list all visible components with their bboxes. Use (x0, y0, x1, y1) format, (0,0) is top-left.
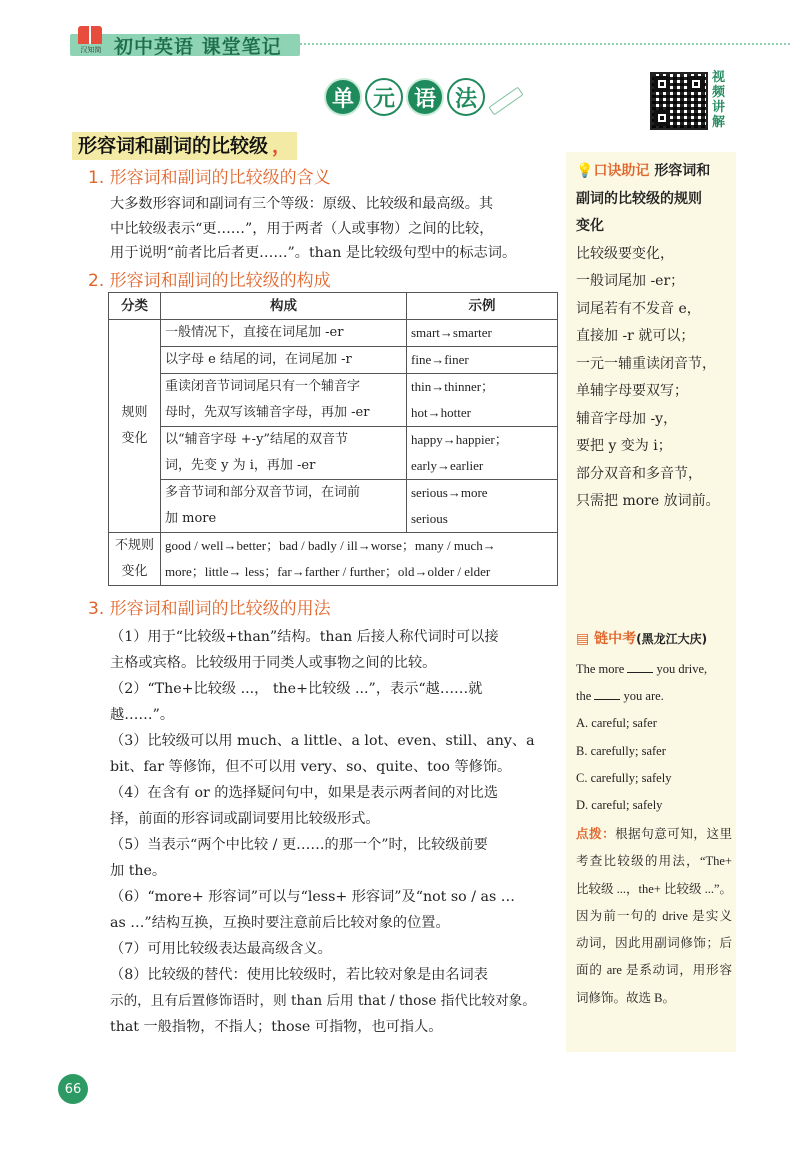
table-cell: serious→more serious (407, 480, 558, 533)
book-logo-icon: 汉知简 (74, 26, 106, 56)
table-cell: 一般情况下，直接在词尾加 -er (161, 320, 407, 347)
exam-link-heading: ▤ 链中考(黑龙江大庆) (576, 631, 708, 647)
irregular-cell: good / well→better；bad / badly / ill→worse；many / much→ more；little→ less；far→farther / further；old→older / elder (161, 533, 558, 586)
unit-grammar-title (324, 78, 485, 122)
video-explain-label: 视频讲解 (712, 70, 726, 130)
qr-code[interactable] (650, 72, 708, 130)
page-number: 66 (58, 1074, 88, 1104)
usage-list (110, 624, 562, 1040)
answer-blank (594, 688, 620, 700)
subheading-formation: 2. 形容词和副词的比较级的构成 (88, 271, 331, 291)
unit-title-char: 语 (406, 78, 444, 116)
usage-line: （6）“more+ 形容词”可以与“less+ 形容词”及“not so / as … (110, 889, 515, 905)
section-title: 形容词和副词的比较级 ， (72, 132, 297, 160)
lightbulb-icon: 💡 (576, 163, 594, 179)
table-cell: thin→thinner； hot→hotter (407, 374, 558, 427)
table-header: 分类 (109, 293, 161, 320)
mnemonic-box: 💡口诀助记 形容词和 副词的比较级的规则 变化 比较级要变化， 一般词尾加 -er； 词尾若有不发音 e， 直接加 -r 就可以； 一元一辅重读闭音节， 单辅字母要双写； 辅音字母加 -y， 要把 y 变为 i； 部分双音和多音节， 只需把 more 放词前。 (576, 163, 720, 509)
usage-line: 越……”。 (110, 707, 175, 723)
subheading-meaning: 1. 形容词和副词的比较级的含义 (88, 168, 331, 188)
usage-line: 示的，且有后置修饰语时，则 than 后用 that / those 指代比较对象。 (110, 993, 536, 1009)
table-cell: 以“辅音字母 +-y”结尾的双音节 词，先变 y 为 i，再加 -er (161, 427, 407, 480)
table-row (109, 427, 558, 480)
table-row (109, 480, 558, 533)
table-row (109, 374, 558, 427)
usage-line: （4）在含有 or 的选择疑问句中，如果是表示两者间的对比选 (110, 785, 499, 801)
option: B. carefully; safer (576, 743, 666, 758)
table-row (109, 320, 558, 347)
usage-line: （2）“The+比较级 ...， the+比较级 ...”，表示“越……就 (110, 681, 483, 697)
table-cell: fine→finer (407, 347, 558, 374)
table-cell: happy→happier； early→earlier (407, 427, 558, 480)
usage-line: 加 the。 (110, 863, 167, 879)
option: D. careful; safely (576, 798, 663, 813)
unit-title-char: 单 (324, 78, 362, 116)
page-header (0, 26, 800, 60)
usage-line: （8）比较级的替代：使用比较级时，若比较对象是由名词表 (110, 967, 488, 983)
header-dotted-line (300, 43, 790, 45)
notebook-icon: ▤ (576, 631, 590, 647)
formation-table (108, 292, 558, 586)
irregular-category: 不规则 变化 (109, 533, 161, 586)
usage-line: 主格或宾格。比较级用于同类人或事物之间的比较。 (110, 655, 437, 671)
table-header: 示例 (407, 293, 558, 320)
table-header: 构成 (161, 293, 407, 320)
meaning-paragraph: 大多数形容词和副词有三个等级：原级、比较级和最高级。其 中比较级表示“更……”，用于两者（人或事物）之间的比较， 用于说明“前者比后者更……”。than 是比较级句型中的标志词。 (110, 196, 517, 261)
usage-line: as …”结构互换，互换时要注意前后比较对象的位置。 (110, 915, 450, 931)
usage-line: （5）当表示“两个中比较 / 更……的那一个”时，比较级前要 (110, 837, 488, 853)
usage-line: 择，前面的形容词或副词要用比较级形式。 (110, 811, 380, 827)
regular-category: 规则 变化 (109, 320, 161, 533)
usage-line: bit、far 等修饰，但不可以用 very、so、quite、too 等修饰。 (110, 759, 512, 775)
table-cell: 以字母 e 结尾的词，在词尾加 -r (161, 347, 407, 374)
table-cell: 重读闭音节词词尾只有一个辅音字 母时，先双写该辅音字母，再加 -er (161, 374, 407, 427)
usage-line: （7）可用比较级表达最高级含义。 (110, 941, 332, 957)
answer-tip: 点拨：根据句意可知，这里考查比较级的用法，“The+ 比较级 ...，the+ 比较级 ...”。因为前一句的 drive 是实义动词，因此用副词修饰；后面的 are 是系动词，用形容词修饰。故选 B。 (576, 826, 732, 1005)
unit-title-char: 法 (447, 78, 485, 116)
header-title: 初中英语 课堂笔记 (114, 36, 282, 58)
table-cell: 多音节词和部分双音节词，在词前 加 more (161, 480, 407, 533)
pencil-icon (488, 87, 523, 116)
exam-question: The more you drive, the you are. A. careful; safer B. carefully; safer C. carefully; safely D. careful; safely (576, 656, 736, 819)
usage-line: （1）用于“比较级+than”结构。than 后接人称代词时可以接 (110, 629, 499, 645)
table-row (109, 347, 558, 374)
table-header-row (109, 293, 558, 320)
option: A. careful; safer (576, 716, 657, 731)
answer-blank (627, 661, 653, 673)
table-cell: smart→smarter (407, 320, 558, 347)
usage-line: （3）比较级可以用 much、a little、a lot、even、still、any、a (110, 733, 535, 749)
unit-title-char: 元 (365, 78, 403, 116)
usage-line: that 一般指物，不指人；those 可指物，也可指人。 (110, 1019, 443, 1035)
option: C. carefully; safely (576, 770, 672, 785)
subheading-usage: 3. 形容词和副词的比较级的用法 (88, 599, 331, 619)
table-row (109, 533, 558, 586)
